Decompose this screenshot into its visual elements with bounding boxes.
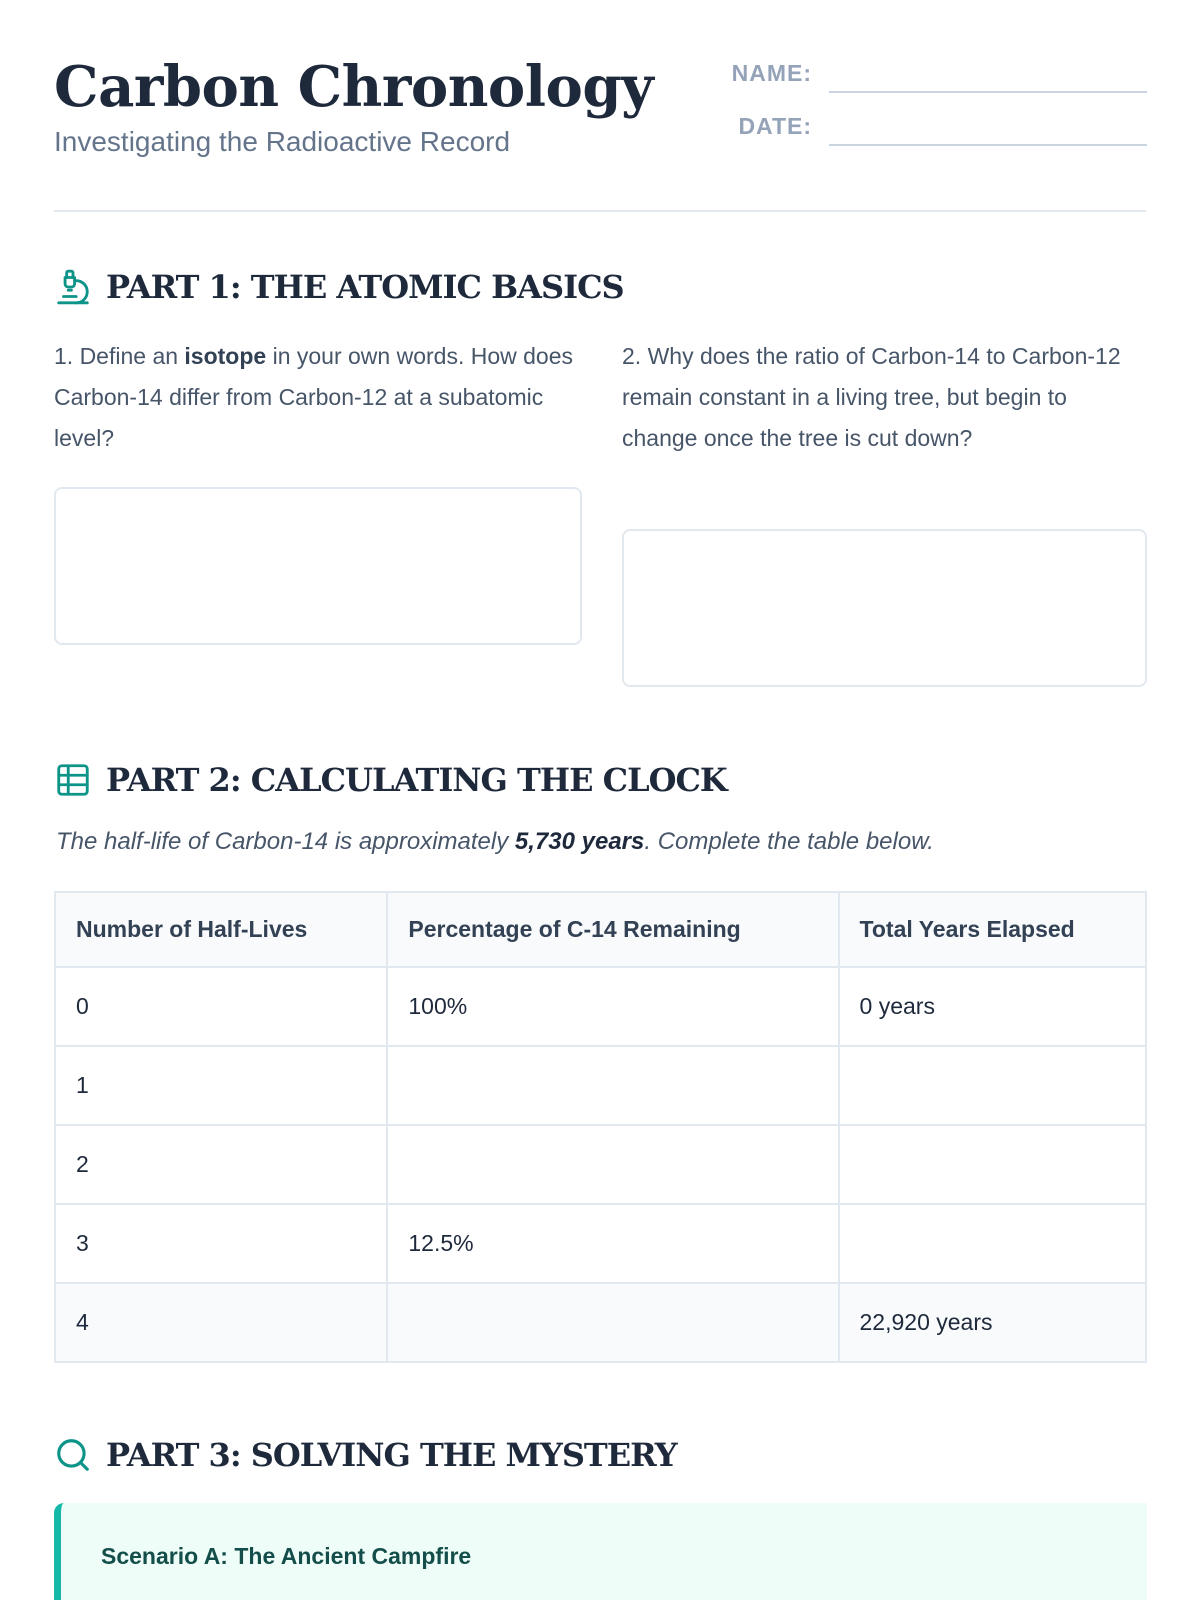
- years-cell: 22,920 years: [839, 1283, 1146, 1362]
- scenario-card: [54, 1503, 1147, 1600]
- question-1-prefix: 1. Define an: [54, 343, 185, 369]
- column-header: Total Years Elapsed: [839, 892, 1146, 967]
- half-lives-cell: 1: [55, 1046, 387, 1125]
- table-header-row: [55, 892, 1146, 967]
- years-cell[interactable]: [839, 1204, 1146, 1283]
- half-life-intro: [56, 828, 934, 856]
- table-row: [55, 967, 1146, 1046]
- half-lives-cell: 0: [55, 967, 387, 1046]
- search-icon: [54, 1436, 92, 1474]
- half-lives-cell: 2: [55, 1125, 387, 1204]
- percentage-cell[interactable]: [387, 1283, 838, 1362]
- column-header: Percentage of C-14 Remaining: [387, 892, 838, 967]
- date-label: DATE:: [738, 113, 812, 139]
- half-lives-cell: 3: [55, 1204, 387, 1283]
- microscope-icon: [54, 268, 92, 306]
- part3-heading: [54, 1436, 677, 1474]
- question-1: [54, 336, 584, 459]
- question-2: 2. Why does the ratio of Carbon-14 to Carbon-12 remain constant in a living tree, but begin to change once the tree is cut down?: [622, 343, 1121, 451]
- intro-prefix: The half-life of Carbon-14 is approximately: [56, 828, 515, 855]
- answer-box-2[interactable]: [622, 529, 1147, 687]
- table-row: [55, 1125, 1146, 1204]
- years-cell[interactable]: [839, 1125, 1146, 1204]
- years-cell[interactable]: [839, 1046, 1146, 1125]
- date-field[interactable]: [829, 144, 1147, 146]
- part1-title: PART 1: THE ATOMIC BASICS: [106, 268, 624, 306]
- name-label: NAME:: [731, 60, 812, 86]
- scenario-title: Scenario A: The Ancient Campfire: [101, 1543, 472, 1569]
- page-subtitle: Investigating the Radioactive Record: [54, 126, 511, 157]
- half-life-value: 5,730 years: [514, 828, 645, 855]
- part1-heading: [54, 268, 624, 306]
- part2-heading: [54, 761, 727, 799]
- question-1-rest: in your own words. How does Carbon-14 differ from Carbon-12 at a subatomic level?: [54, 343, 574, 451]
- table-row: [55, 1046, 1146, 1125]
- worksheet-header: [54, 54, 1146, 212]
- page-title: Carbon Chronology: [54, 54, 654, 120]
- percentage-cell[interactable]: [387, 1046, 838, 1125]
- column-header: Number of Half-Lives: [55, 892, 387, 967]
- part3-title: PART 3: SOLVING THE MYSTERY: [106, 1436, 677, 1474]
- question-1-keyword: isotope: [184, 343, 267, 369]
- intro-suffix: . Complete the table below.: [644, 828, 934, 855]
- part2-title: PART 2: CALCULATING THE CLOCK: [106, 761, 727, 799]
- percentage-cell[interactable]: [387, 1125, 838, 1204]
- half-lives-cell: 4: [55, 1283, 387, 1362]
- percentage-cell: 100%: [387, 967, 838, 1046]
- table-icon: [54, 761, 92, 799]
- table-row: [55, 1283, 1146, 1362]
- answer-box-1[interactable]: [54, 487, 582, 645]
- table-row: [55, 1204, 1146, 1283]
- years-cell: 0 years: [839, 967, 1146, 1046]
- half-life-table: [54, 891, 1147, 1363]
- name-field[interactable]: [829, 91, 1147, 93]
- percentage-cell: 12.5%: [387, 1204, 838, 1283]
